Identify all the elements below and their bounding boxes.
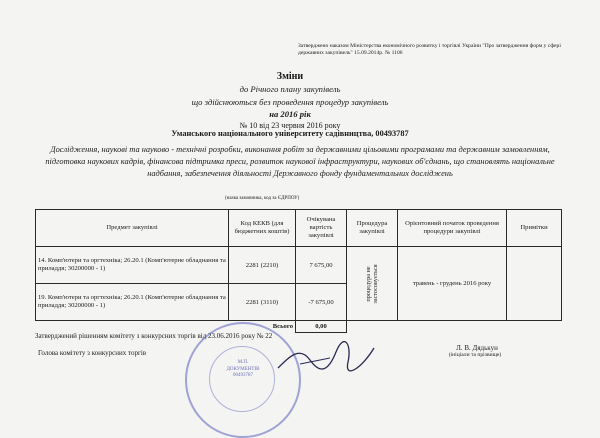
chair-label: Голова комітету з конкурсних торгів: [38, 349, 147, 357]
notes-cell: [507, 247, 562, 321]
stamp-docs: ДОКУМЕНТІВ: [226, 366, 260, 372]
name-caption: (ініціали та прізвище): [448, 352, 502, 358]
total-row: [36, 321, 562, 333]
row2-subject: 19. Комп'ютери та оргтехніка; 26.20.1 (Комп'ютерне обладнання та приладдя; 30200000 - 1): [36, 284, 229, 321]
procedure-cell: [347, 247, 398, 321]
row1-subject: 14. Комп'ютери та оргтехніка; 26.20.1 (Комп'ютерне обладнання та приладдя; 30200000 - 1): [36, 247, 229, 284]
purpose-text: Дослідження, наукові та науково - технічні розробки, виконання робіт за державними цільовими програмами та державним замовленням, підготовка наукових кадрів, фінансова підтримка преси, розвиток наукової інфраструктури, наукових об'єднань, що становлять національне надбання, забезпечення діяльності Державного фонду фундаментальних досліджень: [45, 145, 555, 179]
stamp-code: 00493787: [233, 373, 253, 379]
start-period: травень - грудень 2016 року: [398, 247, 507, 321]
col-subject-header: Предмет закупівлі: [36, 210, 229, 247]
organization-name: Уманського національного університету садівництва, 00493787: [171, 129, 409, 138]
row2-cost: -7 675,00: [296, 284, 347, 321]
plan-year: на 2016 рік: [269, 109, 311, 119]
table-header-row: [36, 210, 562, 247]
total-label: Всього: [272, 323, 293, 330]
row2-kekv: 2281 (3110): [229, 284, 296, 321]
title-line-3: що здійснюються без проведення процедур закупівель: [191, 97, 389, 107]
total-value: 0,00: [296, 321, 347, 333]
document-title: Зміни: [276, 71, 304, 82]
document-number-date: № 10 від 23 червня 2016 року: [239, 121, 341, 130]
procurement-table: [35, 209, 562, 333]
table-row: [36, 247, 562, 284]
organization-caption: (назва замовника, код за ЄДРПОУ): [225, 196, 300, 201]
chair-name: Л. В. Дядькун: [456, 344, 498, 352]
stamp-mp: М.П.: [237, 360, 249, 365]
row1-cost: 7 675,00: [296, 247, 347, 284]
signature-icon: [270, 338, 380, 378]
col-start-header: Орієнтовний початок проведення процедури закупівлі: [398, 210, 507, 247]
procedure-text: процедура не застосовується: [365, 263, 379, 304]
col-notes-header: Примітки: [507, 210, 562, 247]
stamp-text: [218, 360, 268, 380]
row1-kekv: 2281 (2210): [229, 247, 296, 284]
approval-note: Затверджено наказом Міністерства економічного розвитку і торгівлі України "Про затвердження форм у сфері державних закупівель" 15.09.2014р. № 1106: [298, 43, 561, 57]
col-procedure-header: Процедура закупівлі: [347, 210, 398, 247]
title-line-2: до Річного плану закупівель: [239, 84, 341, 94]
committee-approval: Затверджений рішенням комітету з конкурсних торгів від 23.06.2016 року № 22: [35, 332, 273, 340]
col-cost-header: Очікувана вартість закупівлі: [296, 210, 347, 247]
col-kekv-header: Код КЕКВ (для бюджетних коштів): [229, 210, 296, 247]
